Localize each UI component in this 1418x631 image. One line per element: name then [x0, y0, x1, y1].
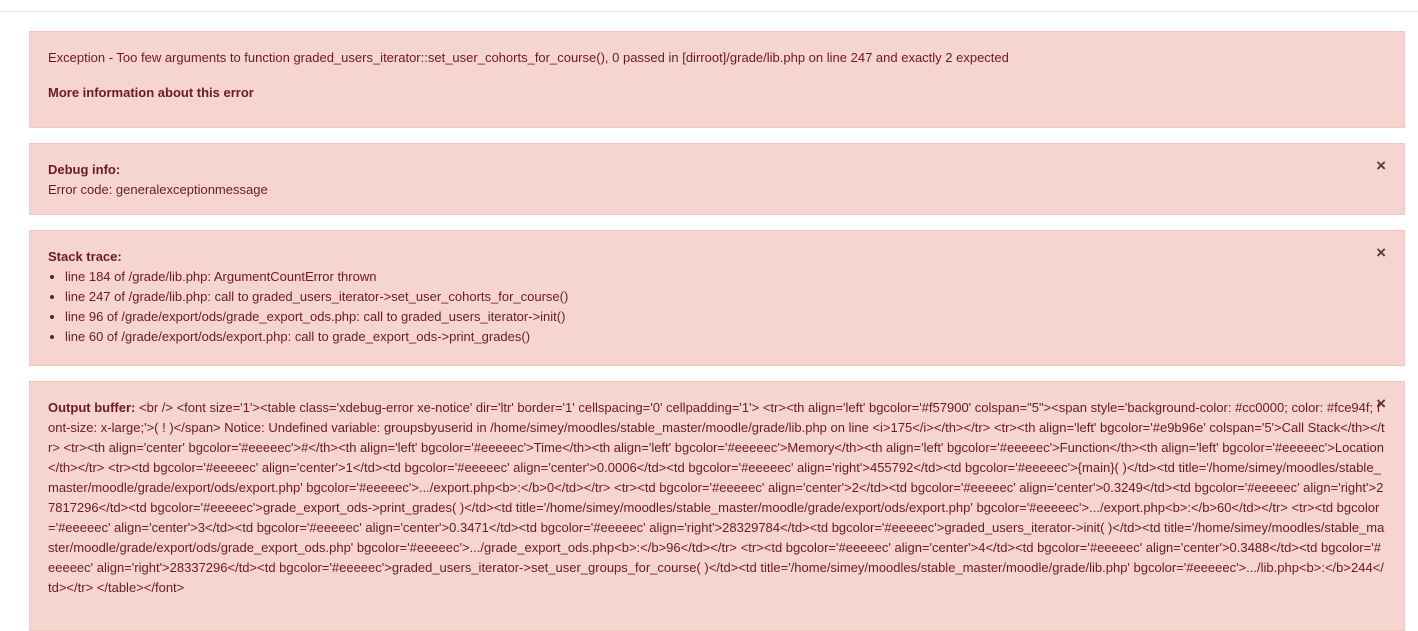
stack-trace-item: • line 247 of /grade/lib.php: call to graded_users_iterator->set_user_cohorts_for_course()	[65, 287, 1386, 307]
close-icon[interactable]: ×	[1376, 156, 1386, 175]
output-buffer-body	[48, 398, 1386, 598]
close-icon[interactable]: ×	[1376, 394, 1386, 413]
stack-trace-item: • line 60 of /grade/export/ods/export.php: call to grade_export_ods->print_grades()	[65, 327, 1386, 347]
stack-trace-item: • line 184 of /grade/lib.php: ArgumentCountError thrown	[65, 267, 1386, 287]
debug-info-title: Debug info:	[48, 162, 121, 177]
close-icon[interactable]: ×	[1376, 243, 1386, 262]
debug-info-alert	[29, 143, 1405, 215]
output-buffer-text: <br /> <font size='1'><table class='xdebug-error xe-notice' dir='ltr' border='1' cellspacing='0' cellpadding='1'> <tr><th align='left' bgcolor='#f57900' colspan="5"><span style='background-color: #cc0000; color: #fce94f; font-size: x-large;'>( ! )</span> Notice: Undefined variable: groupsbyuserid in /home/simey/moodles/stable_master/moodle/grade/lib.php on line <i>175</i></th></tr> <tr><th align='left' bgcolor='#e9b96e' colspan='5'>Call Stack</th></tr> <tr><th align='center' bgcolor='#eeeeec'>#</th><th align='left' bgcolor='#eeeeec'>Time</th><th align='left' bgcolor='#eeeeec'>Memory</th><th align='left' bgcolor='#eeeeec'>Function</th><th align='left' bgcolor='#eeeeec'>Location</th></tr> <tr><td bgcolor='#eeeeec' align='center'>1</td><td bgcolor='#eeeeec' align='center'>0.0006</td><td bgcolor='#eeeeec' align='right'>455792</td><td bgcolor='#eeeeec'>{main}( )</td><td title='/home/simey/moodles/stable_master/moodle/grade/export/ods/export.php' bgcolor='#eeeeec'>.../export.php<b>:</b>0</td></tr> <tr><td bgcolor='#eeeeec' align='center'>2</td><td bgcolor='#eeeeec' align='center'>0.3249</td><td bgcolor='#eeeeec' align='right'>27817296</td><td bgcolor='#eeeeec'>grade_export_ods->print_grades( )</td><td title='/home/simey/moodles/stable_master/moodle/grade/export/ods/export.php' bgcolor='#eeeeec'>.../export.php<b>:</b>60</td></tr> <tr><td bgcolor='#eeeeec' align='center'>3</td><td bgcolor='#eeeeec' align='center'>0.3471</td><td bgcolor='#eeeeec' align='right'>28329784</td><td bgcolor='#eeeeec'>graded_users_iterator->init( )</td><td title='/home/simey/moodles/stable_master/moodle/grade/export/ods/grade_export_ods.php' bgcolor='#eeeeec'>.../grade_export_ods.php<b>:</b>96</td></tr> <tr><td bgcolor='#eeeeec' align='center'>4</td><td bgcolor='#eeeeec' align='center'>0.3488</td><td bgcolor='#eeeeec' align='right'>28337296</td><td bgcolor='#eeeeec'>graded_users_iterator->set_user_groups_for_course( )</td><td title='/home/simey/moodles/stable_master/moodle/grade/lib.php' bgcolor='#eeeeec'>.../lib.php<b>:</b>244</td></tr> </table></font>	[48, 400, 1385, 595]
error-message: Exception - Too few arguments to function graded_users_iterator::set_user_cohorts_for_course(), 0 passed in [dirroot]/grade/lib.php on line 247 and exactly 2 expected	[48, 50, 1009, 65]
output-buffer-alert	[29, 381, 1405, 631]
stack-trace-alert	[29, 230, 1405, 366]
output-buffer-title: Output buffer:	[48, 400, 136, 415]
stack-trace-list	[48, 267, 1386, 347]
stack-trace-item: • line 96 of /grade/export/ods/grade_export_ods.php: call to graded_users_iterator->init()	[65, 307, 1386, 327]
error-alert	[29, 31, 1405, 128]
stack-trace-title: Stack trace:	[48, 249, 122, 264]
notification-region	[29, 31, 1405, 631]
error-code-text: Error code: generalexceptionmessage	[48, 182, 268, 197]
page-top-divider	[0, 11, 1418, 12]
more-info-link[interactable]: More information about this error	[48, 85, 254, 100]
